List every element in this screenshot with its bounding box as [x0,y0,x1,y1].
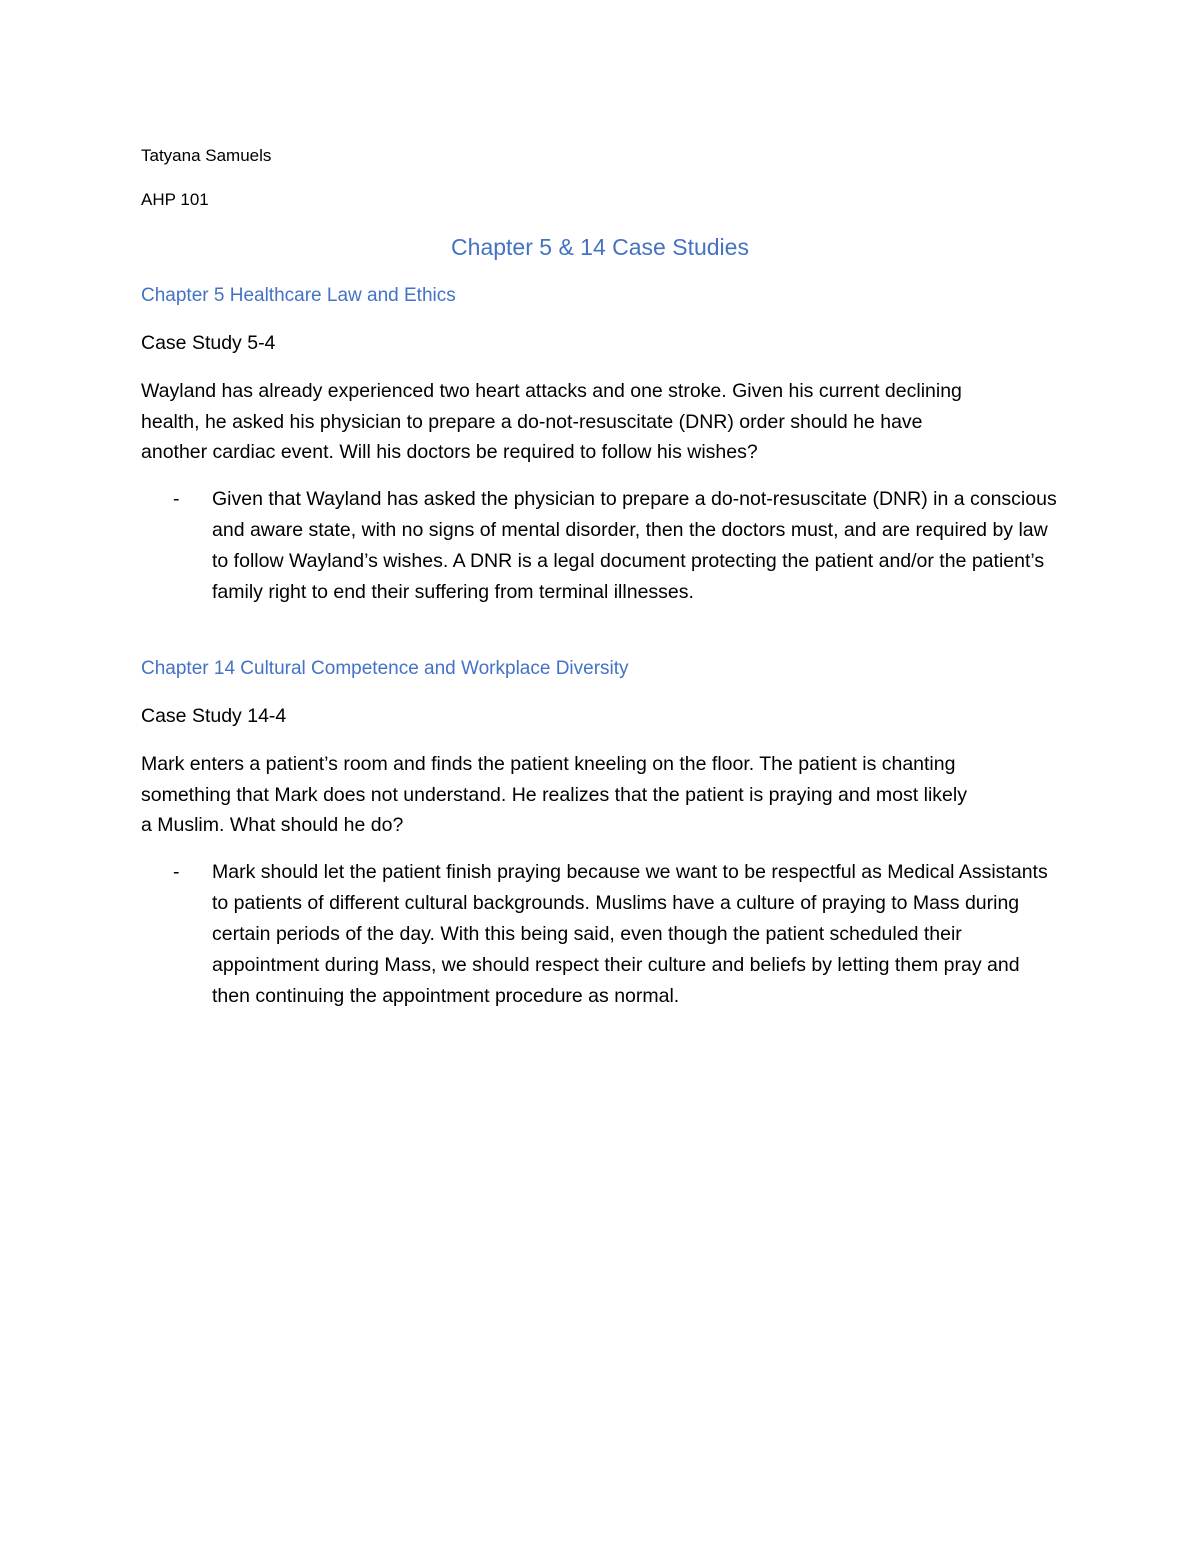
case-study-14-4-label: Case Study 14-4 [141,705,287,727]
case-study-5-4-label: Case Study 5-4 [141,332,276,354]
bullet-dash: - [173,861,180,883]
case-study-14-4-answer: Mark should let the patient finish praying because we want to be respectful as Medical Assistants to patients of different cultural backgrounds. Muslims have a culture of praying to Mass during certain periods of the day. With this being said, even though the patient scheduled their appointment during Mass, we should respect their culture and beliefs by letting them pray and then continuing the appointment procedure as normal. [212,861,1048,1007]
case-study-14-4-question: Mark enters a patient’s room and finds the patient kneeling on the floor. The patient is chanting something that Mark does not understand. He realizes that the patient is praying and most likely a Muslim. What should he do? [141,753,967,836]
document-title: Chapter 5 & 14 Case Studies [451,234,749,260]
course-code: AHP 101 [141,190,209,209]
bullet-dash: - [173,488,180,510]
chapter-5-heading: Chapter 5 Healthcare Law and Ethics [141,285,456,306]
chapter-14-heading: Chapter 14 Cultural Competence and Workplace Diversity [141,658,629,679]
case-study-5-4-answer: Given that Wayland has asked the physician to prepare a do-not-resuscitate (DNR) in a conscious and aware state, with no signs of mental disorder, then the doctors must, and are required by law to follow Wayland’s wishes. A DNR is a legal document protecting the patient and/or the patient’s family right to end their suffering from terminal illnesses. [212,488,1057,603]
author-name: Tatyana Samuels [141,146,272,165]
case-study-5-4-question: Wayland has already experienced two heart attacks and one stroke. Given his current declining health, he asked his physician to prepare a do-not-resuscitate (DNR) order should he have another cardiac event. Will his doctors be required to follow his wishes? [141,380,962,463]
